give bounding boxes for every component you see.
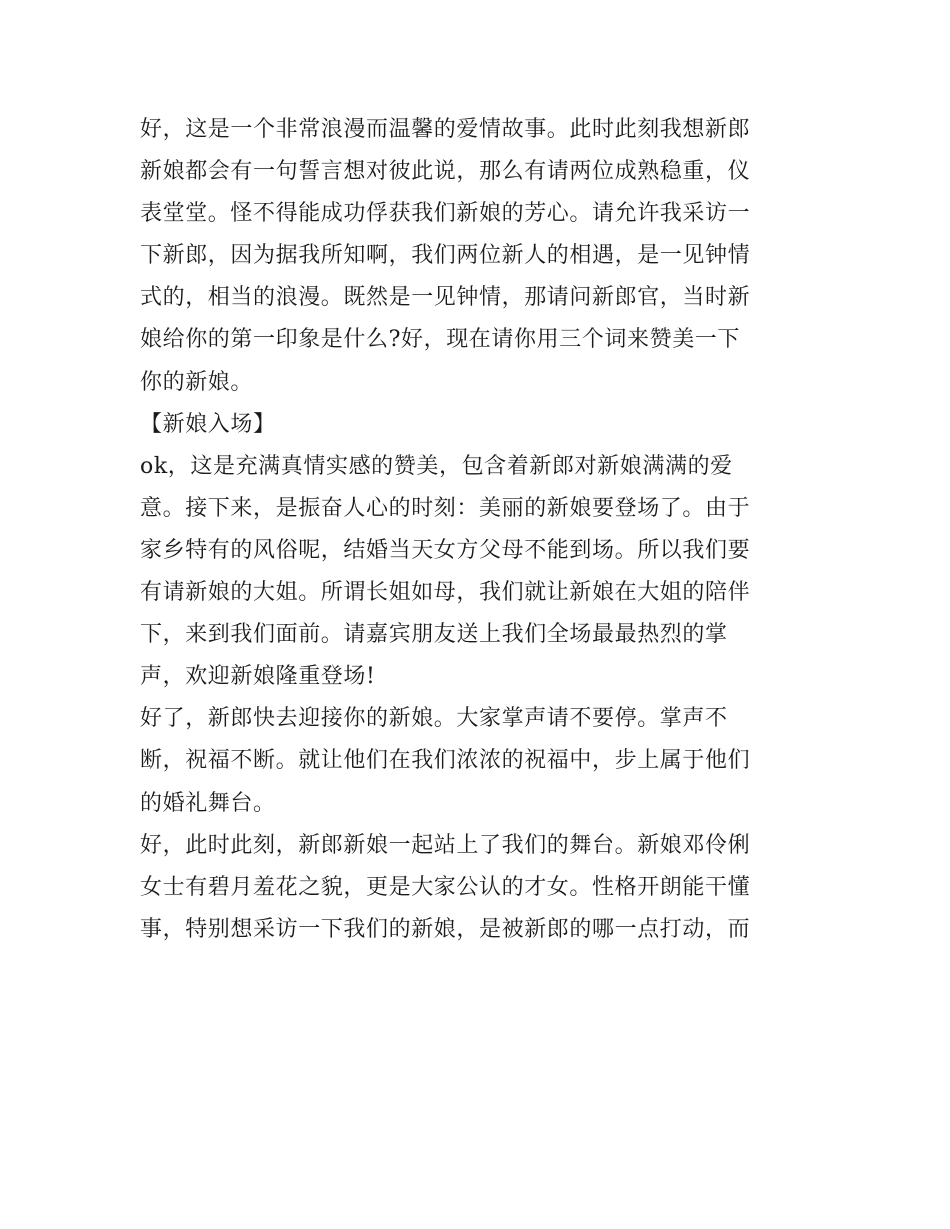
text-line: 有请新娘的大姐。所谓长姐如母，我们就让新娘在大姐的陪伴 [140, 580, 751, 606]
text-line: 好，此时此刻，新郎新娘一起站上了我们的舞台。新娘邓伶俐 [140, 832, 751, 858]
document-body [140, 110, 820, 952]
text-line: 表堂堂。怪不得能成功俘获我们新娘的芳心。请允许我采访一 [140, 201, 751, 227]
text-line: 好了，新郎快去迎接你的新娘。大家掌声请不要停。掌声不 [140, 706, 728, 732]
text-line: 你的新娘。 [140, 369, 254, 395]
text-line: 女士有碧月羞花之貌，更是大家公认的才女。性格开朗能干懂 [140, 874, 751, 900]
text-line: 下新郎，因为据我所知啊，我们两位新人的相遇，是一见钟情 [140, 243, 751, 269]
text-line: 式的，相当的浪漫。既然是一见钟情，那请问新郎官，当时新 [140, 285, 751, 311]
text-line: 事，特别想采访一下我们的新娘，是被新郎的哪一点打动，而 [140, 916, 751, 942]
section-heading: 【新娘入场】 [140, 411, 276, 437]
text-line: 娘给你的第一印象是什么?好，现在请你用三个词来赞美一下 [140, 327, 740, 353]
text-line: 声，欢迎新娘隆重登场! [140, 664, 376, 690]
text-line: ok，这是充满真情实感的赞美，包含着新郎对新娘满满的爱 [140, 453, 733, 479]
text-line: 下，来到我们面前。请嘉宾朋友送上我们全场最最热烈的掌 [140, 622, 728, 648]
text-line: 断，祝福不断。就让他们在我们浓浓的祝福中，步上属于他们 [140, 748, 751, 774]
text-line: 家乡特有的风俗呢，结婚当天女方父母不能到场。所以我们要 [140, 537, 751, 563]
text-line: 意。接下来，是振奋人心的时刻：美丽的新娘要登场了。由于 [140, 495, 751, 521]
text-line: 好，这是一个非常浪漫而温馨的爱情故事。此时此刻我想新郎 [140, 117, 751, 142]
text-line: 新娘都会有一句誓言想对彼此说，那么有请两位成熟稳重，仪 [140, 159, 751, 185]
text-line: 的婚礼舞台。 [140, 790, 276, 816]
